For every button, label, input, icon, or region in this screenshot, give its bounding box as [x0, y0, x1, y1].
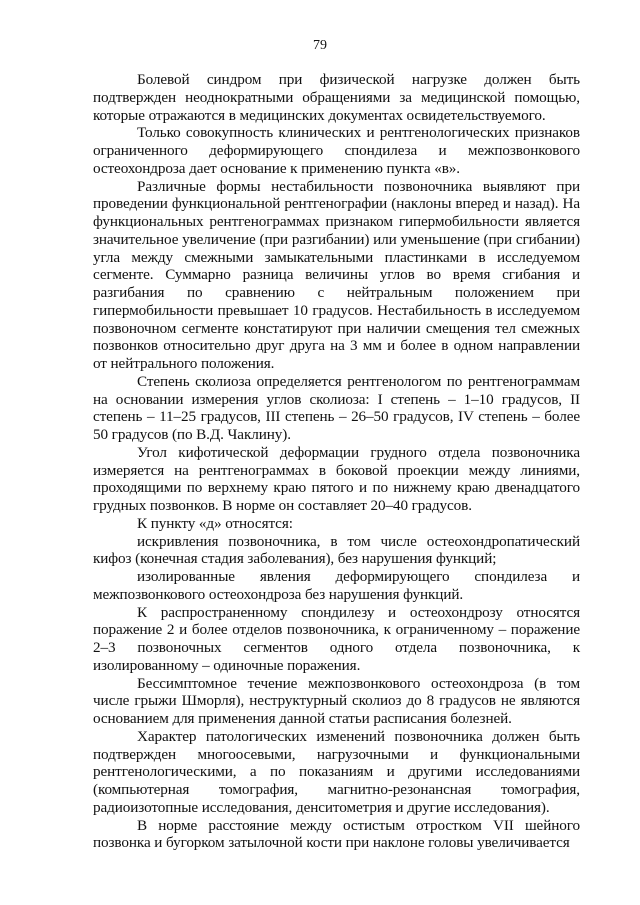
page-number: 79 — [313, 38, 327, 53]
paragraph-pathology-confirmation: Характер патологических изменений позвоночника должен быть подтвержден многоосевыми, нагрузочными и функциональными рентгенологическими, а по показаниям и другими исследованиями (компьютерная томография, магнитно-резонансная томография, радиоизотопные исследования, денситометрия и другие исследования). — [93, 727, 580, 816]
paragraph-kyphosis-angle: Угол кифотической деформации грудного отдела позвоночника измеряется на рентгенограммах в боковой проекции между линиями, проходящими по верхнему краю пятого и по нижнему краю двенадцатого грудных позвонков. В норме он составляет 20–40 градусов. — [93, 443, 580, 514]
paragraph-scoliosis-degree: Степень сколиоза определяется рентгенологом по рентгенограммам на основании измерения углов сколиоза: I степень – 1–10 градусов, II степень – 11–25 градусов, III степень – 26–50 градусов, IV степень – более 50 градусов (по В.Д. Чаклину). — [93, 372, 580, 443]
paragraph-point-v: Только совокупность клинических и рентгенологических признаков ограниченного деформирующего спондилеза и межпозвонкового остеохондроза дает основание к применению пункта «в». — [93, 124, 580, 177]
paragraph-asymptomatic: Бессимптомное течение межпозвонкового остеохондроза (в том числе грыжи Шморля), неструктурный сколиоз до 8 градусов не являются основанием для применения данной статьи расписания болезней. — [93, 674, 580, 727]
body-text — [93, 71, 580, 852]
paragraph-point-d-item-1: искривления позвоночника, в том числе остеохондропатический кифоз (конечная стадия заболевания), без нарушения функций; — [93, 532, 580, 568]
paragraph-point-d-item-2: изолированные явления деформирующего спондилеза и межпозвонкового остеохондроза без нарушения функций. — [93, 568, 580, 603]
paragraph-pain-syndrome: Болевой синдром при физической нагрузке должен быть подтвержден неоднократными обращениями за медицинской помощью, которые отражаются в медицинских документах освидетельствуемого. — [93, 71, 580, 124]
paragraph-norm-distance: В норме расстояние между остистым отростком VII шейного позвонка и бугорком затылочной кости при наклоне головы увеличивается — [93, 816, 580, 852]
paragraph-point-d-heading: К пункту «д» относятся: — [137, 514, 293, 532]
paragraph-instability: Различные формы нестабильности позвоночника выявляют при проведении функциональной рентгенографии (наклоны вперед и назад). На функциональных рентгенограммах признаком гипермобильности является значительное увеличение (при разгибании) или уменьшение (при сгибании) угла между смежными замыкательными пластинками в исследуемом сегменте. Суммарно разница величины углов во время сгибания и разгибания по сравнению с нейтральным положением при гипермобильности превышает 10 градусов. Нестабильность в исследуемом позвоночном сегменте констатируют при наличии смещения тел смежных позвонков относительно друг друга на 3 мм и более в одном направлении от нейтрального положения. — [93, 177, 580, 372]
paragraph-spondylosis-extent: К распространенному спондилезу и остеохондрозу относятся поражение 2 и более отделов позвоночника, к ограниченному – поражение 2–3 позвоночных сегментов одного отдела позвоночника, к изолированному – одиночные поражения. — [93, 603, 580, 674]
